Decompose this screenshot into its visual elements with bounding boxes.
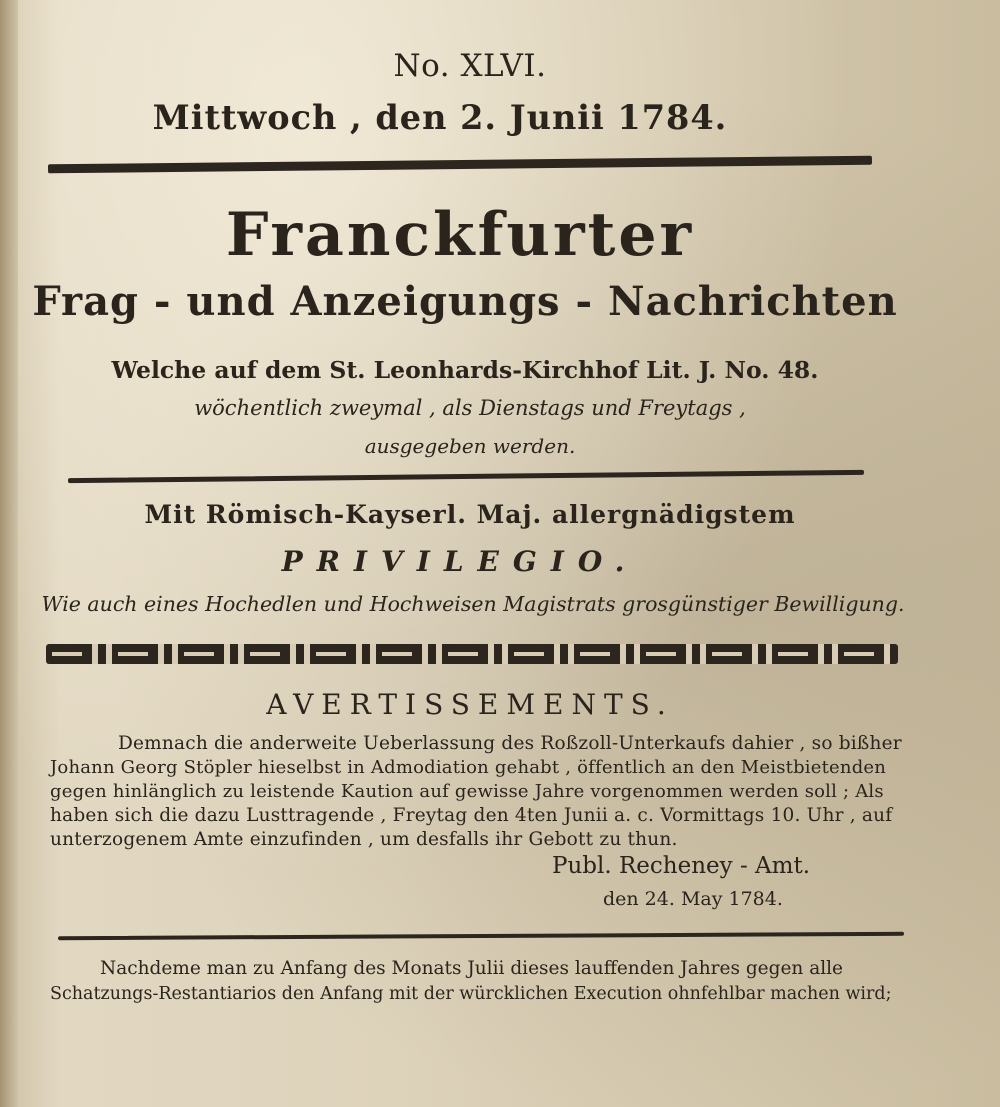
publisher-line3: ausgegeben werden. (364, 434, 576, 458)
notice-line: unterzogenem Amte einzufinden , um desfalls ihr Gebott zu thun. (50, 829, 678, 850)
next-notice-line: Schatzungs-Restantiarios den Anfang mit der würcklichen Execution ohnfehlbar machen wird; (50, 984, 892, 1004)
notice-signature: Publ. Recheney - Amt. (552, 853, 811, 879)
publisher-line2: wöchentlich zweymal , als Dienstags und Freytags , (194, 396, 746, 420)
page-spine (0, 0, 18, 1107)
notice-signature-date: den 24. May 1784. (603, 888, 783, 910)
section-heading: AVERTISSEMENTS. (266, 688, 674, 721)
notice-line: Johann Georg Stöpler hieselbst in Admodiation gehabt , öffentlich an den Meistbietenden (50, 757, 887, 778)
notice-line: gegen hinlänglich zu leistende Kaution auf gewisse Jahre vorgenommen werden soll ; Als (50, 781, 884, 802)
ornamental-chain-highlight (52, 652, 892, 656)
issue-date: Mittwoch , den 2. Junii 1784. (152, 98, 728, 137)
next-notice-line: Nachdeme man zu Anfang des Monats Julii dieses lauffenden Jahres gegen alle (100, 958, 844, 979)
section-rule (58, 932, 904, 940)
privilege-line2: PRIVILEGIO. (281, 545, 639, 578)
notice-line: Demnach die anderweite Ueberlassung des Roßzoll-Unterkaufs dahier , so bißher (118, 733, 902, 754)
privilege-line3: Wie auch eines Hochedlen und Hochweisen Magistrats grosgünstiger Bewilligung. (41, 592, 905, 616)
publisher-line1: Welche auf dem St. Leonhards-Kirchhof Lit. J. No. 48. (111, 356, 819, 384)
masthead-title-line1: Franckfurter (225, 200, 695, 270)
notice-line: haben sich die dazu Lusttragende , Freytag den 4ten Junii a. c. Vormittags 10. Uhr , auf (50, 805, 893, 826)
top-rule (48, 156, 872, 174)
masthead-title-line2: Frag - und Anzeigungs - Nachrichten (32, 278, 898, 325)
privilege-line1: Mit Römisch-Kayserl. Maj. allergnädigstem (144, 500, 796, 529)
issue-number: No. XLVI. (393, 48, 547, 84)
masthead-rule (68, 470, 864, 483)
